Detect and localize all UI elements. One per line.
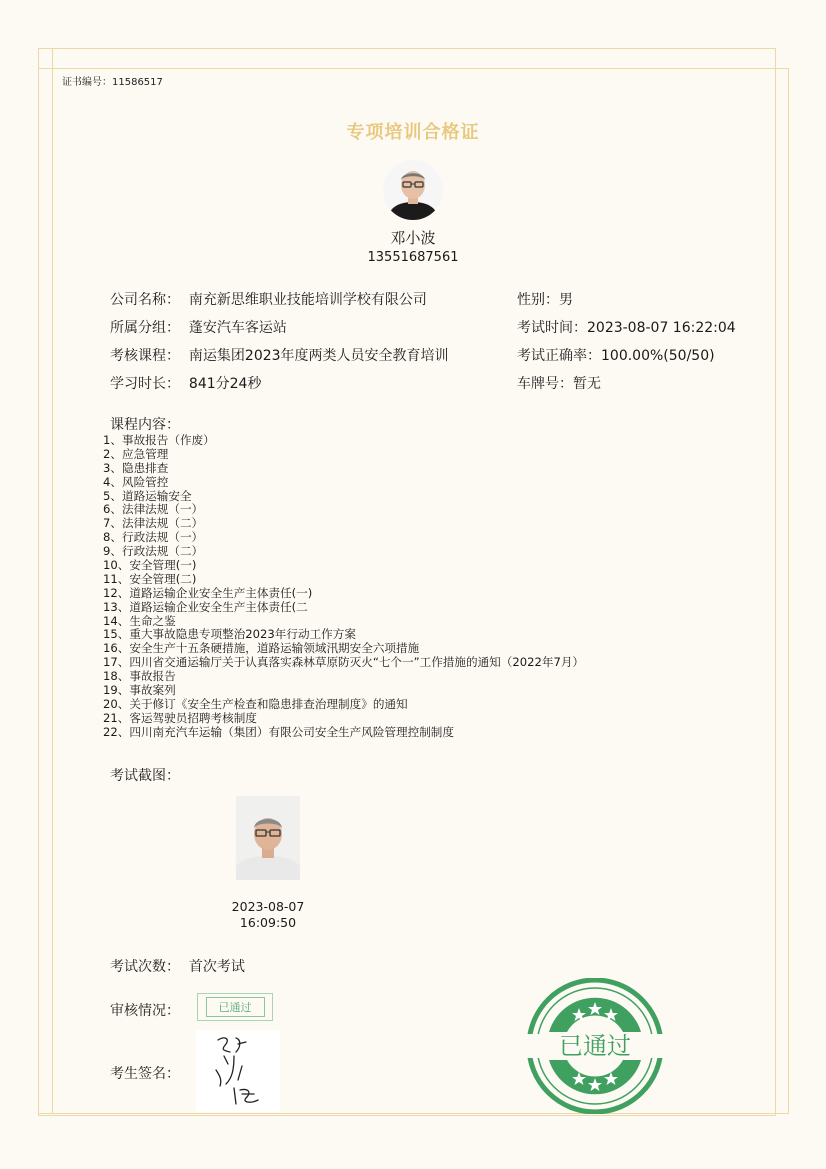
- list-item: 4、风险管控: [103, 474, 169, 489]
- attempt-value: 首次考试: [188, 959, 245, 975]
- list-item: 16、安全生产十五条硬措施，道路运输领域汛期安全六项措施: [103, 641, 420, 656]
- accuracy-value: 100.00%(50/50): [601, 348, 715, 364]
- signature-image: [196, 1030, 280, 1112]
- list-item: 10、安全管理(一): [103, 558, 197, 573]
- list-item: 12、道路运输企业安全生产主体责任(一): [103, 585, 313, 600]
- screenshot-timestamp: 2023-08-07 16:09:50: [231, 899, 305, 930]
- group-value: 蓬安汽车客运站: [188, 320, 287, 336]
- accuracy-row: 考试正确率：100.00%(50/50): [517, 348, 715, 364]
- review-status-badge: 已通过: [197, 993, 273, 1021]
- list-item: 22、四川南充汽车运输（集团）有限公司安全生产风险管理控制制度: [103, 724, 454, 739]
- certificate-title: 专项培训合格证: [346, 122, 480, 143]
- course-value: 南运集团2023年度两类人员安全教育培训: [188, 348, 449, 364]
- gender-value: 男: [559, 292, 573, 308]
- list-item: 21、客运驾驶员招聘考核制度: [103, 710, 257, 725]
- duration-value: 841分24秒: [188, 376, 262, 392]
- list-item: 2、应急管理: [103, 446, 169, 461]
- list-item: 3、隐患排查: [103, 460, 169, 475]
- courses-label: 课程内容：: [110, 417, 180, 433]
- list-item: 17、四川省交通运输厅关于认真落实森林草原防灭火“七个一”工作措施的通知（2022年7月）: [103, 655, 585, 670]
- approved-stamp: [527, 978, 663, 1114]
- avatar: [383, 160, 443, 220]
- trainee-phone: 13551687561: [367, 250, 459, 265]
- duration-row: 学习时长： 841分24秒: [110, 376, 262, 392]
- list-item: 1、事故报告（作废）: [103, 433, 215, 447]
- list-item: 14、生命之鉴: [103, 613, 176, 628]
- certificate-number: 证书编号：11586517: [62, 77, 163, 88]
- attempt-row: 考试次数： 首次考试: [110, 959, 245, 975]
- list-item: 7、法律法规（二）: [103, 516, 204, 531]
- trainee-name: 邓小波: [390, 229, 436, 247]
- course-list: [103, 434, 584, 740]
- list-item: 13、道路运输企业安全生产主体责任(二: [103, 599, 308, 614]
- exam-screenshot-photo: [236, 796, 300, 880]
- list-item: 9、行政法规（二）: [103, 544, 204, 559]
- exam-time-row: 考试时间：2023-08-07 16:22:04: [517, 320, 736, 336]
- course-row: 考核课程： 南运集团2023年度两类人员安全教育培训: [110, 348, 449, 364]
- review-label: 审核情况：: [110, 1003, 180, 1019]
- list-item: 8、行政法规（一）: [103, 530, 204, 545]
- plate-row: 车牌号：暂无: [517, 376, 601, 392]
- screenshot-label: 考试截图：: [110, 768, 180, 784]
- list-item: 15、重大事故隐患专项整治2023年行动工作方案: [103, 627, 356, 642]
- plate-value: 暂无: [573, 376, 601, 392]
- list-item: 11、安全管理(二): [103, 571, 197, 586]
- company-value: 南充新思维职业技能培训学校有限公司: [188, 292, 427, 308]
- group-row: 所属分组： 蓬安汽车客运站: [110, 320, 287, 336]
- list-item: 20、关于修订《安全生产检查和隐患排查治理制度》的通知: [103, 696, 408, 711]
- signature-label: 考生签名：: [110, 1066, 180, 1082]
- list-item: 6、法律法规（一）: [103, 502, 204, 517]
- exam-time-value: 2023-08-07 16:22:04: [587, 320, 736, 336]
- list-item: 19、事故案列: [103, 683, 176, 698]
- stamp-text: 已通过: [559, 1032, 631, 1060]
- list-item: 18、事故报告: [103, 669, 176, 684]
- company-row: 公司名称： 南充新思维职业技能培训学校有限公司: [110, 292, 427, 308]
- gender-row: 性别：男: [517, 292, 573, 308]
- list-item: 5、道路运输安全: [103, 488, 192, 503]
